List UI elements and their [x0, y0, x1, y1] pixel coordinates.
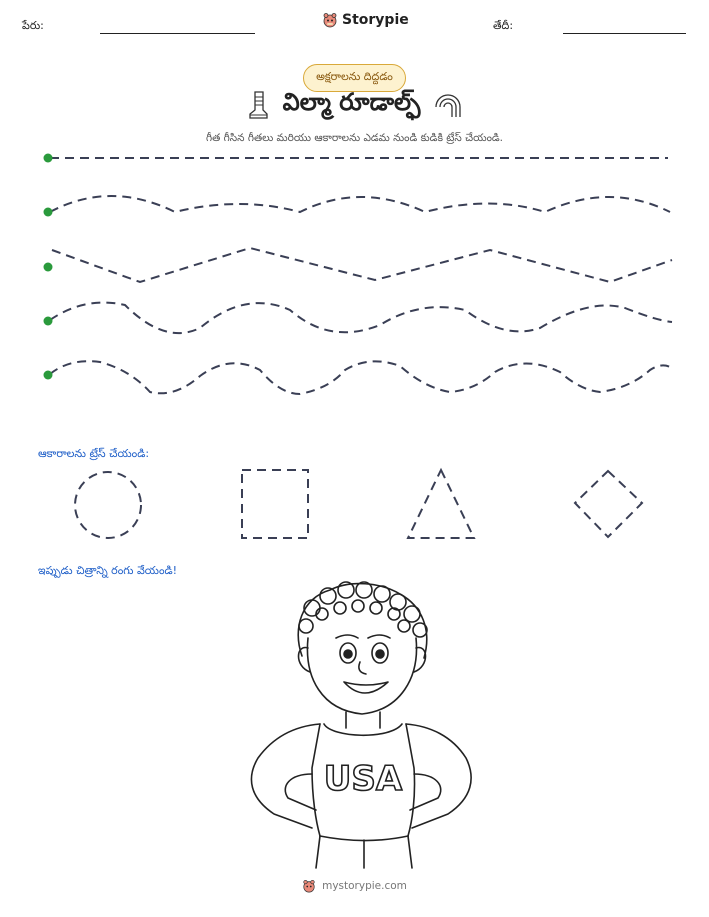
worksheet-type-badge: అక్షరాలను దిద్దడం: [303, 64, 406, 92]
trace-shape-diamond[interactable]: [575, 471, 642, 537]
coloring-heading: ఇప్పుడు చిత్రాన్ని రంగు వేయండి!: [38, 564, 178, 577]
trace-line-zigzag[interactable]: [44, 248, 673, 282]
start-dot: [44, 208, 53, 217]
trace-shape-circle[interactable]: [75, 472, 141, 538]
footer: [0, 879, 709, 893]
jersey-text: USA: [323, 759, 403, 799]
storypie-mascot-icon: [322, 12, 338, 28]
shapes-heading: ఆకారాలను ట్రేస్ చేయండి:: [38, 447, 150, 460]
shapes-area: [0, 465, 709, 545]
running-shoe-icon: [247, 90, 269, 120]
trace-lines-area: [0, 140, 709, 400]
date-label: తేదీ:: [493, 19, 514, 32]
trace-shape-square[interactable]: [242, 470, 308, 538]
brand-name: Storypie: [342, 12, 409, 28]
start-dot: [44, 263, 53, 272]
footer-website[interactable]: mystorypie.com: [322, 880, 407, 892]
trace-line-wave-1[interactable]: [44, 196, 671, 217]
start-dot: [44, 371, 53, 380]
start-dot: [44, 317, 53, 326]
date-field-line[interactable]: [563, 33, 686, 34]
brand-logo: [322, 12, 409, 28]
coloring-picture[interactable]: [240, 578, 470, 868]
trace-line-straight[interactable]: [44, 154, 669, 163]
instruction-text: గీత గీసిన గీతలు మరియు ఆకారాలను ఎడమ నుండి కుడికి ట్రేస్ చేయండి.: [206, 132, 503, 144]
name-label: పేరు:: [22, 19, 44, 32]
title-row: [0, 88, 709, 122]
trace-line-wave-2[interactable]: [44, 303, 673, 334]
trace-line-wave-3[interactable]: [44, 361, 673, 394]
start-dot: [44, 154, 53, 163]
name-field-line[interactable]: [100, 33, 255, 34]
page-title: విల్మా రూడాల్ఫ్: [282, 88, 421, 116]
trace-shape-triangle[interactable]: [408, 470, 474, 538]
running-track-icon: [434, 91, 462, 119]
storypie-mascot-icon: [302, 879, 316, 893]
